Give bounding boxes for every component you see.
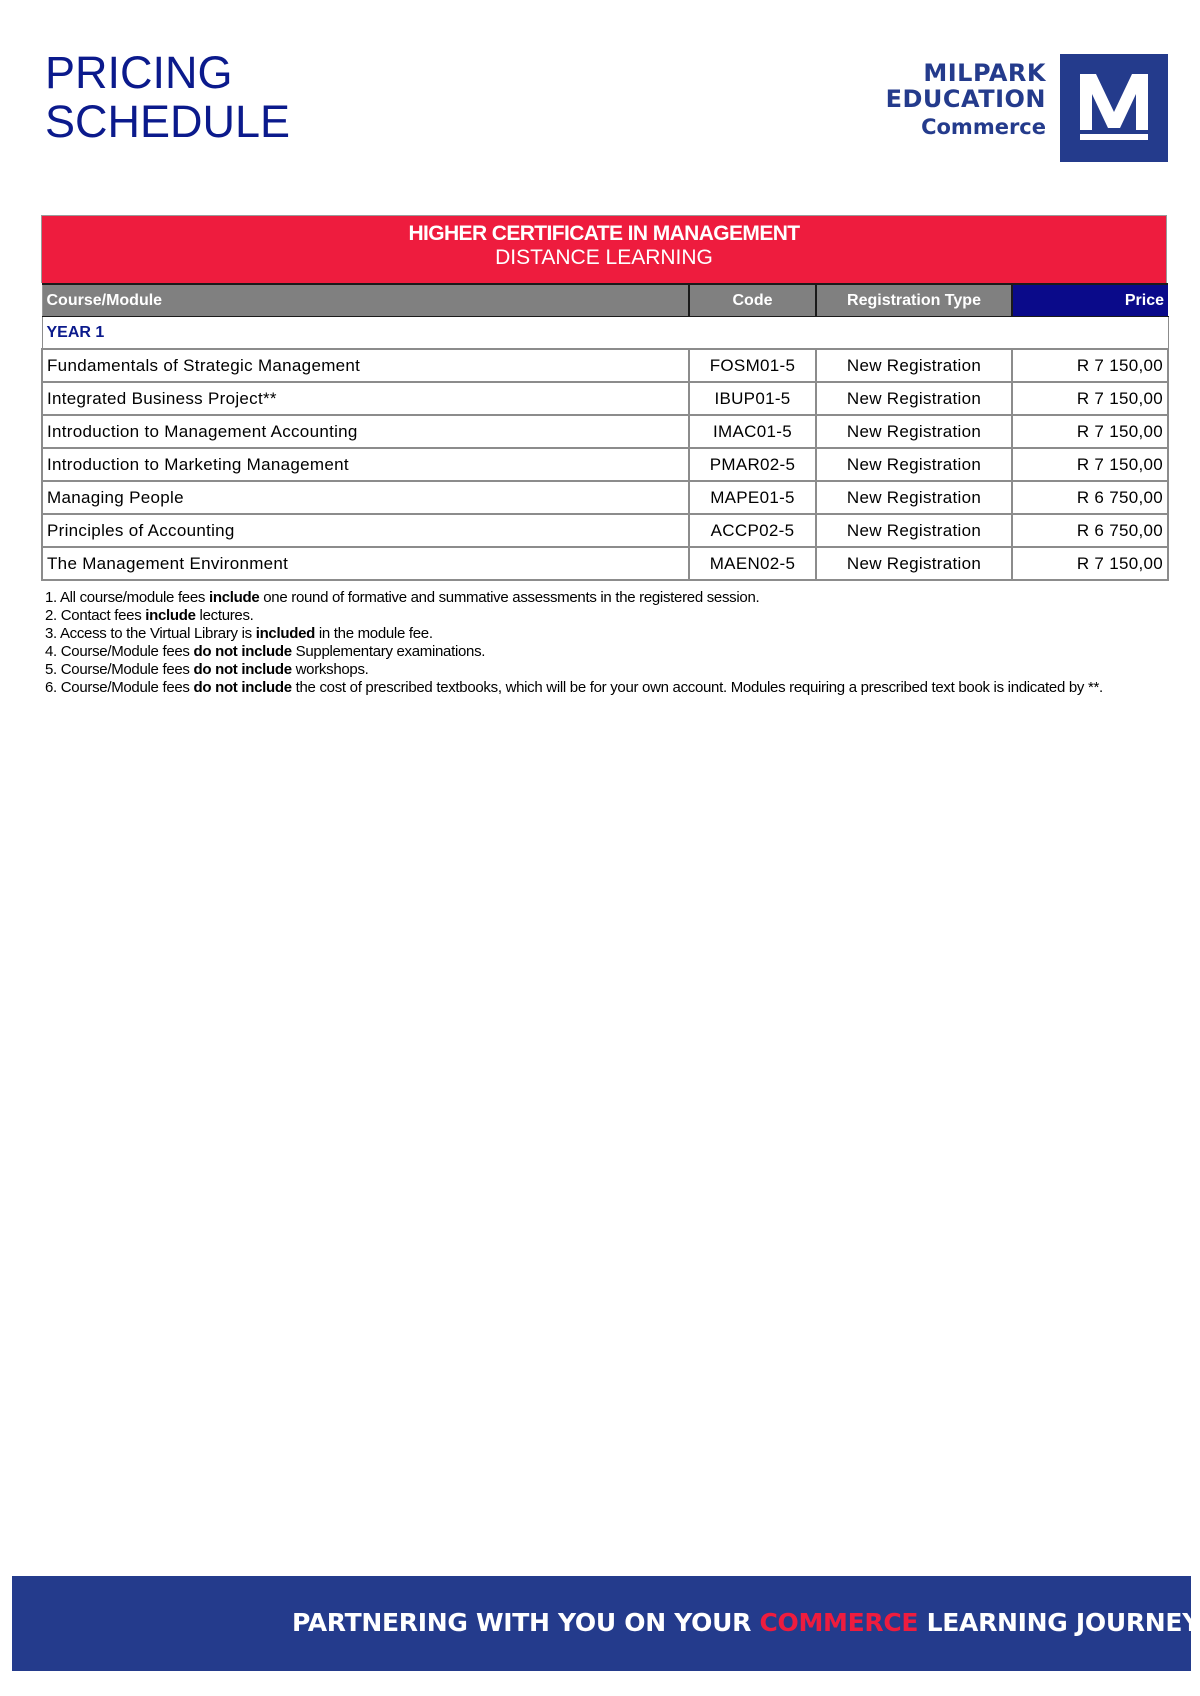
column-header-code: Code [689, 284, 816, 317]
note-emphasis: do not include [193, 679, 292, 696]
note-text: 6. Course/Module fees [45, 679, 194, 696]
module-price: R 7 150,00 [1012, 349, 1168, 382]
section-label: YEAR 1 [42, 317, 1168, 350]
table-row [42, 415, 1168, 448]
module-name: Principles of Accounting [42, 514, 689, 547]
module-code: FOSM01-5 [689, 349, 816, 382]
programme-title: HIGHER CERTIFICATE IN MANAGEMENT [408, 222, 800, 245]
note-emphasis: do not include [193, 661, 292, 678]
programme-banner [41, 215, 1167, 283]
table-row [42, 349, 1168, 382]
table-row [42, 448, 1168, 481]
registration-type: New Registration [816, 481, 1012, 514]
pricing-table [41, 283, 1169, 581]
note-item [45, 589, 1125, 607]
note-item [45, 679, 1125, 697]
note-item [45, 607, 1125, 625]
note-emphasis: include [208, 589, 260, 606]
page-title-line1: PRICING [45, 47, 233, 98]
note-emphasis: do not include [193, 643, 292, 660]
page-title [45, 48, 290, 146]
note-text: the cost of prescribed textbooks, which will be for your own account. Modules requiring a prescribed text book is indicated by **. [291, 679, 1103, 696]
milpark-logo [886, 54, 1168, 162]
pricing-table-section [41, 215, 1167, 581]
registration-type: New Registration [816, 448, 1012, 481]
module-price: R 7 150,00 [1012, 547, 1168, 580]
logo-line-milpark: MILPARK [923, 59, 1046, 87]
logo-line-commerce: Commerce [921, 115, 1046, 139]
column-header-registration-type: Registration Type [816, 284, 1012, 317]
footer-banner [12, 1576, 1200, 1671]
column-header-module: Course/Module [42, 284, 689, 317]
module-name: Fundamentals of Strategic Management [42, 349, 689, 382]
note-text: one round of formative and summative assessments in the registered session. [259, 589, 760, 606]
registration-type: New Registration [816, 547, 1012, 580]
note-text: 3. Access to the Virtual Library is [45, 625, 256, 642]
footer-tagline-start: PARTNERING WITH YOU ON YOUR [292, 1608, 760, 1637]
table-row [42, 481, 1168, 514]
module-name: Managing People [42, 481, 689, 514]
module-price: R 6 750,00 [1012, 481, 1168, 514]
module-code: IMAC01-5 [689, 415, 816, 448]
module-code: MAEN02-5 [689, 547, 816, 580]
logo-m-icon [1060, 54, 1168, 162]
module-price: R 7 150,00 [1012, 415, 1168, 448]
note-text: 1. All course/module fees [45, 589, 209, 606]
footer-tagline-highlight: COMMERCE [759, 1608, 919, 1637]
registration-type: New Registration [816, 514, 1012, 547]
module-name: Integrated Business Project** [42, 382, 689, 415]
note-item [45, 643, 1125, 661]
module-name: The Management Environment [42, 547, 689, 580]
table-row [42, 547, 1168, 580]
note-text: lectures. [195, 607, 254, 624]
logo-wordmark [886, 60, 1046, 142]
registration-type: New Registration [816, 415, 1012, 448]
note-text: 2. Contact fees [45, 607, 146, 624]
module-price: R 7 150,00 [1012, 448, 1168, 481]
table-row [42, 382, 1168, 415]
logo-line-education: EDUCATION [885, 85, 1046, 113]
module-price: R 6 750,00 [1012, 514, 1168, 547]
footer-tagline [292, 1608, 1200, 1637]
module-price: R 7 150,00 [1012, 382, 1168, 415]
note-text: Supplementary examinations. [291, 643, 486, 660]
footer-tagline-end: LEARNING JOURNEY [918, 1608, 1200, 1637]
note-text: 4. Course/Module fees [45, 643, 194, 660]
fee-notes [45, 589, 1125, 697]
note-text: in the module fee. [314, 625, 433, 642]
module-code: PMAR02-5 [689, 448, 816, 481]
module-code: IBUP01-5 [689, 382, 816, 415]
programme-mode: DISTANCE LEARNING [495, 246, 713, 269]
page-title-line2: SCHEDULE [45, 96, 291, 147]
module-name: Introduction to Management Accounting [42, 415, 689, 448]
column-header-price: Price [1012, 284, 1168, 317]
registration-type: New Registration [816, 349, 1012, 382]
module-code: MAPE01-5 [689, 481, 816, 514]
module-name: Introduction to Marketing Management [42, 448, 689, 481]
table-header-row [42, 284, 1168, 317]
note-text: 5. Course/Module fees [45, 661, 194, 678]
registration-type: New Registration [816, 382, 1012, 415]
note-emphasis: included [255, 625, 315, 642]
module-code: ACCP02-5 [689, 514, 816, 547]
section-row-year1 [42, 317, 1168, 350]
note-text: workshops. [291, 661, 369, 678]
table-row [42, 514, 1168, 547]
note-item [45, 661, 1125, 679]
note-emphasis: include [145, 607, 196, 624]
note-item [45, 625, 1125, 643]
